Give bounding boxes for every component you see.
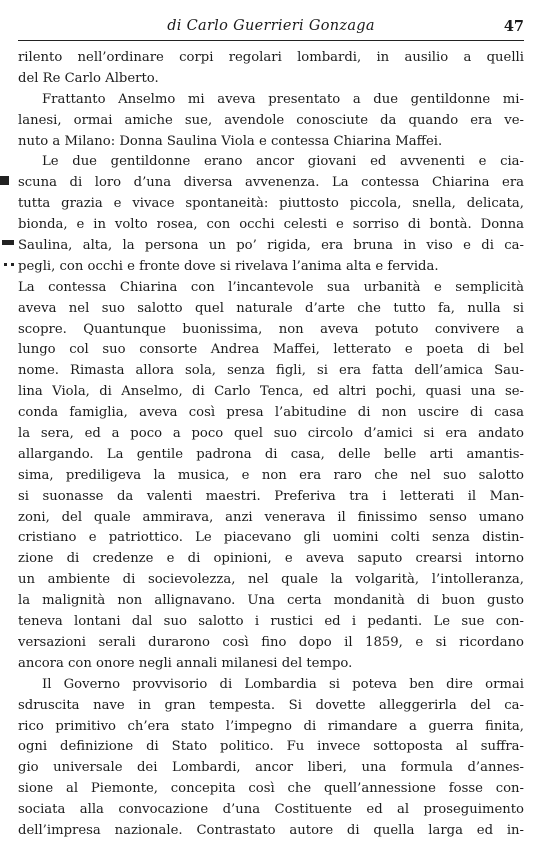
text-line: rico primitivo ch’era stato l’impegno di rimandare a guerra finita,: [18, 718, 524, 734]
text-line: ogni definizione di Stato politico. Fu invece sottoposta al suffra-: [18, 739, 524, 755]
text-line: scopre. Quantunque buonissima, non aveva potuto convivere a: [18, 321, 524, 337]
text-line: la sera, ed a poco a poco quel suo circolo d’amici si era andato: [18, 426, 524, 442]
text-line: si suonasse da valenti maestri. Preferiva tra i letterati il Man-: [18, 488, 524, 504]
text-line: del Re Carlo Alberto.: [18, 70, 159, 86]
text-line: sima, prediligeva la musica, e non era raro che nel suo salotto: [18, 467, 524, 483]
text-line: dell’impresa nazionale. Contrastato autore di quella larga ed in-: [18, 822, 524, 838]
page-number: 47: [503, 18, 524, 35]
margin-mark: [4, 263, 7, 266]
text-line: nome. Rimasta allora sola, senza figli, si era fatta dell’amica Sau-: [18, 363, 524, 379]
text-line: un ambiente di socievolezza, nel quale la volgarità, l’intolleranza,: [18, 572, 524, 588]
text-line: sione al Piemonte, concepita così che quell’annessione fosse con-: [18, 781, 524, 797]
text-line: lungo col suo consorte Andrea Maffei, letterato e poeta di bel: [18, 342, 524, 358]
running-title: di Carlo Guerrieri Gonzaga: [167, 18, 375, 34]
text-line: allargando. La gentile padrona di casa, delle belle arti amantis-: [18, 446, 524, 462]
body-text: [18, 48, 524, 842]
text-line: lina Viola, di Anselmo, di Carlo Tenca, ed altri pochi, quasi una se-: [18, 384, 524, 400]
page-header: [18, 14, 524, 41]
text-line: Frattanto Anselmo mi aveva presentato a due gentildonne mi-: [42, 91, 524, 107]
text-line: sdruscita nave in gran tempesta. Si dovette alleggerirla del ca-: [18, 697, 524, 713]
text-line: rilento nell’ordinare corpi regolari lombardi, in ausilio a quelli: [18, 50, 524, 65]
text-line: zione di credenze e di opinioni, e aveva saputo crearsi intorno: [18, 551, 524, 567]
text-line: conda famiglia, aveva così presa l’abitudine di non uscire di casa: [18, 405, 524, 421]
margin-mark: [0, 176, 9, 185]
text-line: Le due gentildonne erano ancor giovani ed avvenenti e cia-: [42, 154, 524, 170]
text-line: sociata alla convocazione d’una Costituente ed al proseguimento: [18, 802, 524, 818]
text-line: la malignità non allignavano. Una certa mondanità di buon gusto: [18, 593, 524, 609]
text-line: lanesi, ormai amiche sue, avendole conosciute da quando era ve-: [18, 112, 524, 128]
text-line: ancora con onore negli annali milanesi del tempo.: [18, 655, 353, 671]
text-line: zoni, del quale ammirava, anzi venerava il finissimo senso umano: [18, 509, 524, 525]
text-line: nuto a Milano: Donna Saulina Viola e contessa Chiarina Maffei.: [18, 133, 443, 149]
text-line: aveva nel suo salotto quel naturale d’arte che tutto fa, nulla si: [18, 300, 524, 316]
text-line: La contessa Chiarina con l’incantevole sua urbanità e semplicità: [18, 279, 524, 295]
text-line: gio universale dei Lombardi, ancor liberi, una formula d’annes-: [18, 760, 524, 776]
text-line: tutta grazia e vivace spontaneità: piuttosto piccola, snella, delicata,: [18, 196, 524, 212]
text-line: pegli, con occhi e fronte dove si rivelava l’anima alta e fervida.: [18, 258, 439, 274]
text-line: versazioni serali durarono così fino dopo il 1859, e si ricordano: [18, 634, 524, 650]
text-line: scuna di loro d’una diversa avvenenza. La contessa Chiarina era: [18, 175, 524, 191]
margin-mark: [11, 263, 14, 266]
margin-mark: [2, 240, 14, 245]
text-line: bionda, e in volto rosea, con occhi celesti e sorriso di bontà. Donna: [18, 217, 524, 233]
text-line: Il Governo provvisorio di Lombardia si poteva ben dire ormai: [42, 676, 524, 692]
text-line: cristiano e patriottico. Le piacevano gli uomini colti senza distin-: [18, 530, 524, 546]
text-line: teneva lontani dal suo salotto i rustici ed i pedanti. Le sue con-: [18, 614, 524, 630]
text-line: Saulina, alta, la persona un po’ rigida, era bruna in viso e di ca-: [18, 238, 524, 254]
